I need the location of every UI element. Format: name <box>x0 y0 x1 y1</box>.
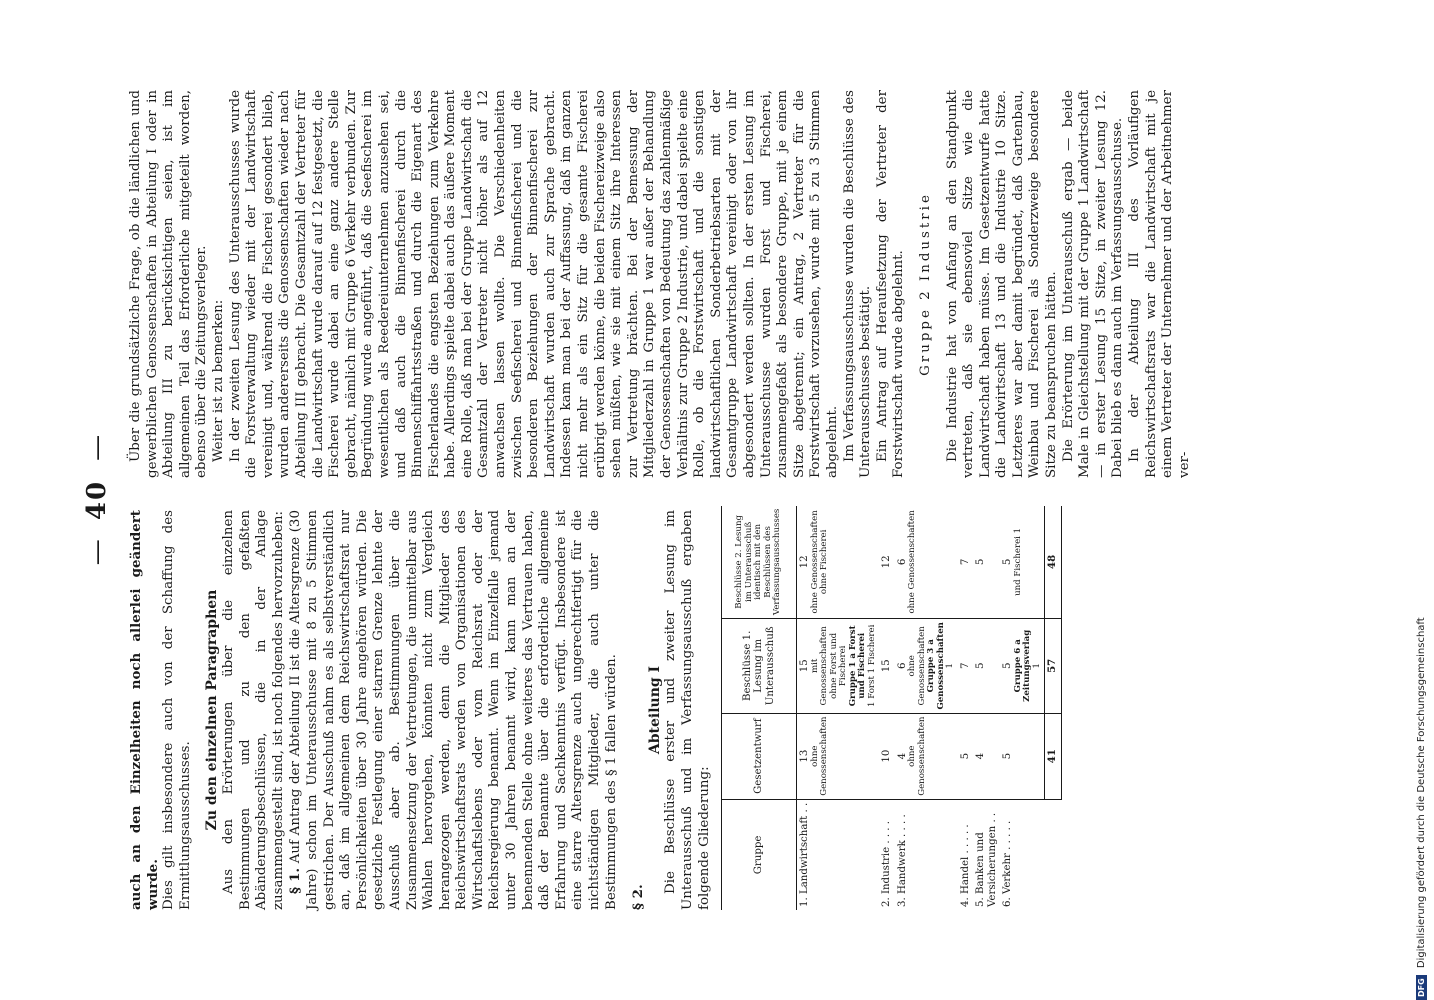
cell-gruppe: 1. Landwirtschaft . . <box>799 802 811 907</box>
cell-gruppe: 3. Handwerk . . . . <box>896 814 908 907</box>
header-entwurf: Gesetzentwurf <box>722 713 797 799</box>
intro-line-2: Dies gilt insbesondere auch von der Schaffung des Ermittlungsausschusses. <box>161 510 193 910</box>
heading-paragraphs: Zu den einzelnen Paragraphen <box>204 589 221 831</box>
table-row <box>895 506 958 910</box>
header-gruppe: Gruppe <box>722 799 797 910</box>
cell-gruppe: 6. Verkehr . . . . . <box>1002 820 1014 907</box>
cell-lesung1: 7 <box>958 619 974 713</box>
cell-lesung2: 7 <box>958 506 974 619</box>
cell-entwurf: 5 <box>1000 713 1045 799</box>
cell-lesung1: 15 mit Genossenschaften ohne Forst und Fischerei Gruppe 1 a Forst und Fischerei 1 Forst 1 Fischerei <box>797 619 880 713</box>
cell-gruppe: 2. Industrie . . . . <box>881 820 893 907</box>
digitization-footer <box>1416 0 1427 1000</box>
cell-lesung1: 5 Gruppe 6 a Zeitungsverlag 1 <box>1000 619 1045 713</box>
page-number: 40 <box>82 479 112 521</box>
section-1-text: Auf Antrag der Abteilung II ist die Altersgrenze (30 Jahre) schon im Unterausschusse mit 8 zu 5 Stimmen gestrichen. Der Ausschuß nahm es als selbstverständlich an, daß im allgemeinen dem Reichswirtschaftsrat nur Persönlichkeiten über 30 Jahre angehören würden. Die gesetzliche Festlegung einer starren Grenze lehnte der Ausschuß aber ab. Bestimmungen über die Zusammensetzung der Vertretungen, die unmittelbar aus Wahlen hervorgehen, könnten nicht zum Vergleich herangezogen werden, denn die Mitglieder des Reichswirtschaftsrats werden von Organisationen des Wirtschaftslebens oder vom Reichsrat oder der Reichsregierung benannt. Wenn im Einzelfalle jemand unter 30 Jahren benannt wird, kann man an der benennenden Stelle ohne weiteres das Vertrauen haben, daß der Benannte über die erforderliche allgemeine Erfahrung und Sachkenntnis verfügt. Insbesondere ist eine starre Altersgrenze auch ungerechtfertigt für die nichtständigen Mitglieder, die auch unter die Bestimmungen des § 1 fallen würden. <box>288 510 619 910</box>
paragraph-6: Die Industrie hat von Anfang an den Standpunkt vertreten, daß sie ebensoviel Sitze wie die Landwirtschaft haben müsse. Im Gesetzentwurfe hatte die Landwirtschaft 13 und die Industrie 10 Sitze. Letzteres war aber damit begründet, daß Gartenbau, Weinbau und Fischerei als Sonderzweige besondere Sitze zu beanspruchen hätten. <box>944 90 1060 478</box>
cell-gruppe: 5. Banken und Versicherungen . . <box>975 812 998 907</box>
header-dash-left: — <box>82 539 112 566</box>
cell-entwurf: 4 <box>973 713 1000 799</box>
paragraph-1: Über die grundsätzliche Frage, ob die ländlichen und gewerblichen Genossenschaften in Abteilung I oder in Abteilung III zu berücksichtigen seien, ist im allgemeinen Teil das Erforderliche mitgeteilt worden, ebenso über die Zeitungsverleger. <box>128 90 210 478</box>
table-row <box>1000 506 1045 910</box>
section-2-heading: Abteilung I <box>646 665 663 755</box>
header-dash-right: — <box>82 434 112 461</box>
cell-gruppe: 4. Handel . . . . . <box>959 824 971 907</box>
right-column <box>128 90 1193 478</box>
table-row <box>958 506 974 910</box>
cell-total-label <box>1045 799 1062 910</box>
footer-text: Digitalisierung gefördert durch die Deutsche Forschungsgemeinschaft <box>1416 617 1427 969</box>
cell-entwurf: 10 <box>879 713 895 799</box>
header-lesung2: Beschlüsse 2. Lesung im Unterausschuß identisch mit den Beschlüssen des Verfassungsausschusses <box>722 506 797 619</box>
cell-entwurf: 13 ohne Genossenschaften <box>797 713 880 799</box>
table-row <box>879 506 895 910</box>
paragraph-7: Die Erörterung im Unterausschuß ergab — beide Male in Gleichstellung mit der Gruppe 1 Landwirtschaft — in erster Lesung 15 Sitze, in zweiter Lesung 12. Dabei blieb es dann auch im Verfassungsausschusse. <box>1060 90 1126 478</box>
cell-lesung2: 12 <box>879 506 895 619</box>
cell-lesung1: 6 ohne Genossenschaften Gruppe 3 a Genossenschaften 1 <box>895 619 958 713</box>
section-2-text: Die Beschlüsse erster und zweiter Lesung im Unterausschuß und im Verfassungsausschuß ergaben folgende Gliederung: <box>663 510 712 910</box>
paragraph-intro: Aus den Erörterungen über die einzelnen Bestimmungen und zu den gefaßten Abänderungsbeschlüssen, die in der Anlage zusammengestellt sind, ist noch folgendes hervorzuheben: <box>220 510 286 910</box>
left-column <box>128 510 1062 910</box>
section-1 <box>287 510 620 910</box>
cell-lesung2: 12 ohne Genossenschaften ohne Fischerei <box>797 506 880 619</box>
section-2-label: § 2. <box>630 884 647 910</box>
cell-entwurf: 4 ohne Genossenschaften <box>895 713 958 799</box>
page-header <box>82 0 112 1000</box>
section-1-label: § 1. <box>287 867 304 894</box>
cell-total-entwurf: 41 <box>1045 713 1062 799</box>
table-total-row <box>1045 506 1062 910</box>
gliederung-table <box>721 506 1062 910</box>
cell-total-lesung1: 57 <box>1045 619 1062 713</box>
paragraph-2: Weiter ist zu bemerken: <box>210 299 226 462</box>
intro-line-1: auch an den Einzelheiten noch allerlei geändert wurde. <box>128 510 161 910</box>
cell-entwurf: 5 <box>958 713 974 799</box>
table-row <box>973 506 1000 910</box>
dfg-logo: DFG <box>1416 975 1427 1000</box>
header-lesung1: Beschlüsse 1. Lesung im Unterausschuß <box>722 619 797 713</box>
cell-lesung2: 5 <box>973 506 1000 619</box>
paragraph-3: In der zweiten Lesung des Unterausschusses wurde die Forstverwaltung wieder mit der Landwirtschaft vereinigt und, während die Fischerei gesondert blieb, wurden andererseits die Genossenschaften wieder nach Abteilung III gebracht. Die Gesamtzahl der Vertreter für die Landwirtschaft wurde darauf auf 12 festgesetzt, die Fischerei wurde dabei an eine ganz andere Stelle gebracht, nämlich mit Gruppe 6 Verkehr verbunden. Zur Begründung wurde angeführt, daß die Seefischerei im wesentlichen als Reedereiunternehmen anzusehen sei, und daß auch die Binnenfischerei durch die Binnenschiffahrtsstraßen und durch die Eigenart des Fischerlandes die engsten Beziehungen zum Verkehre habe. Allerdings spielte dabei auch das äußere Moment eine Rolle, daß man bei der Gruppe Landwirtschaft die Gesamtzahl der Vertreter nicht höher als auf 12 anwachsen lassen wollte. Die Verschiedenheiten zwischen Seefischerei und Binnenfischerei und die besonderen Beziehungen der Binnenfischerei zur Landwirtschaft wurden auch zur Sprache gebracht. Indessen kam man bei der Auffassung, daß im ganzen nicht mehr als ein Sitz für die gesamte Fischerei erübrigt werden könne, die beiden Fischereizweige also sehen müßten, wie sie mit einem Sitz ihre Interessen zur Vertretung brächten. Bei der Bemessung der Mitgliederzahl in Gruppe 1 war außer der Behandlung der Genossenschaften von Bedeutung das zahlenmäßige Verhältnis zur Gruppe 2 Industrie, und dabei spielte eine Rolle, ob die Forstwirtschaft und die sonstigen landwirtschaftlichen Sonderbetriebsarten mit der Gesamtgruppe Landwirtschaft vereinigt oder von ihr abgesondert werden sollten. In der ersten Lesung im Unterausschusse wurden Forst und Fischerei, zusammengefaßt als besondere Gruppe, mit je einem Sitze abgetrennt; ein Antrag, 2 Vertreter für die Forstwirtschaft vorzusehen, wurde mit 5 zu 3 Stimmen abgelehnt. <box>227 90 840 478</box>
cell-lesung2: 5 und Fischerei 1 <box>1000 506 1045 619</box>
cell-lesung1: 5 <box>973 619 1000 713</box>
cell-lesung1: 15 <box>879 619 895 713</box>
cell-lesung2: 6 ohne Genossenschaften <box>895 506 958 619</box>
paragraph-4: Im Verfassungsausschusse wurden die Beschlüsse des Unterausschusses bestätigt. <box>841 90 874 478</box>
paragraph-5: Ein Antrag auf Heraufsetzung der Vertreter der Forstwirtschaft wurde abgelehnt. <box>874 90 907 478</box>
table-row <box>797 506 880 910</box>
paragraph-8: In der Abteilung III des Vorläufigen Reichswirtschaftsrats war die Landwirtschaft mit je einem Vertreter der Unternehmer und der Arbeitnehmer ver- <box>1127 90 1192 478</box>
cell-total-lesung2: 48 <box>1045 506 1062 619</box>
table-header-row <box>722 506 797 910</box>
heading-gruppe-2: Gruppe 2 Industrie <box>917 192 933 376</box>
